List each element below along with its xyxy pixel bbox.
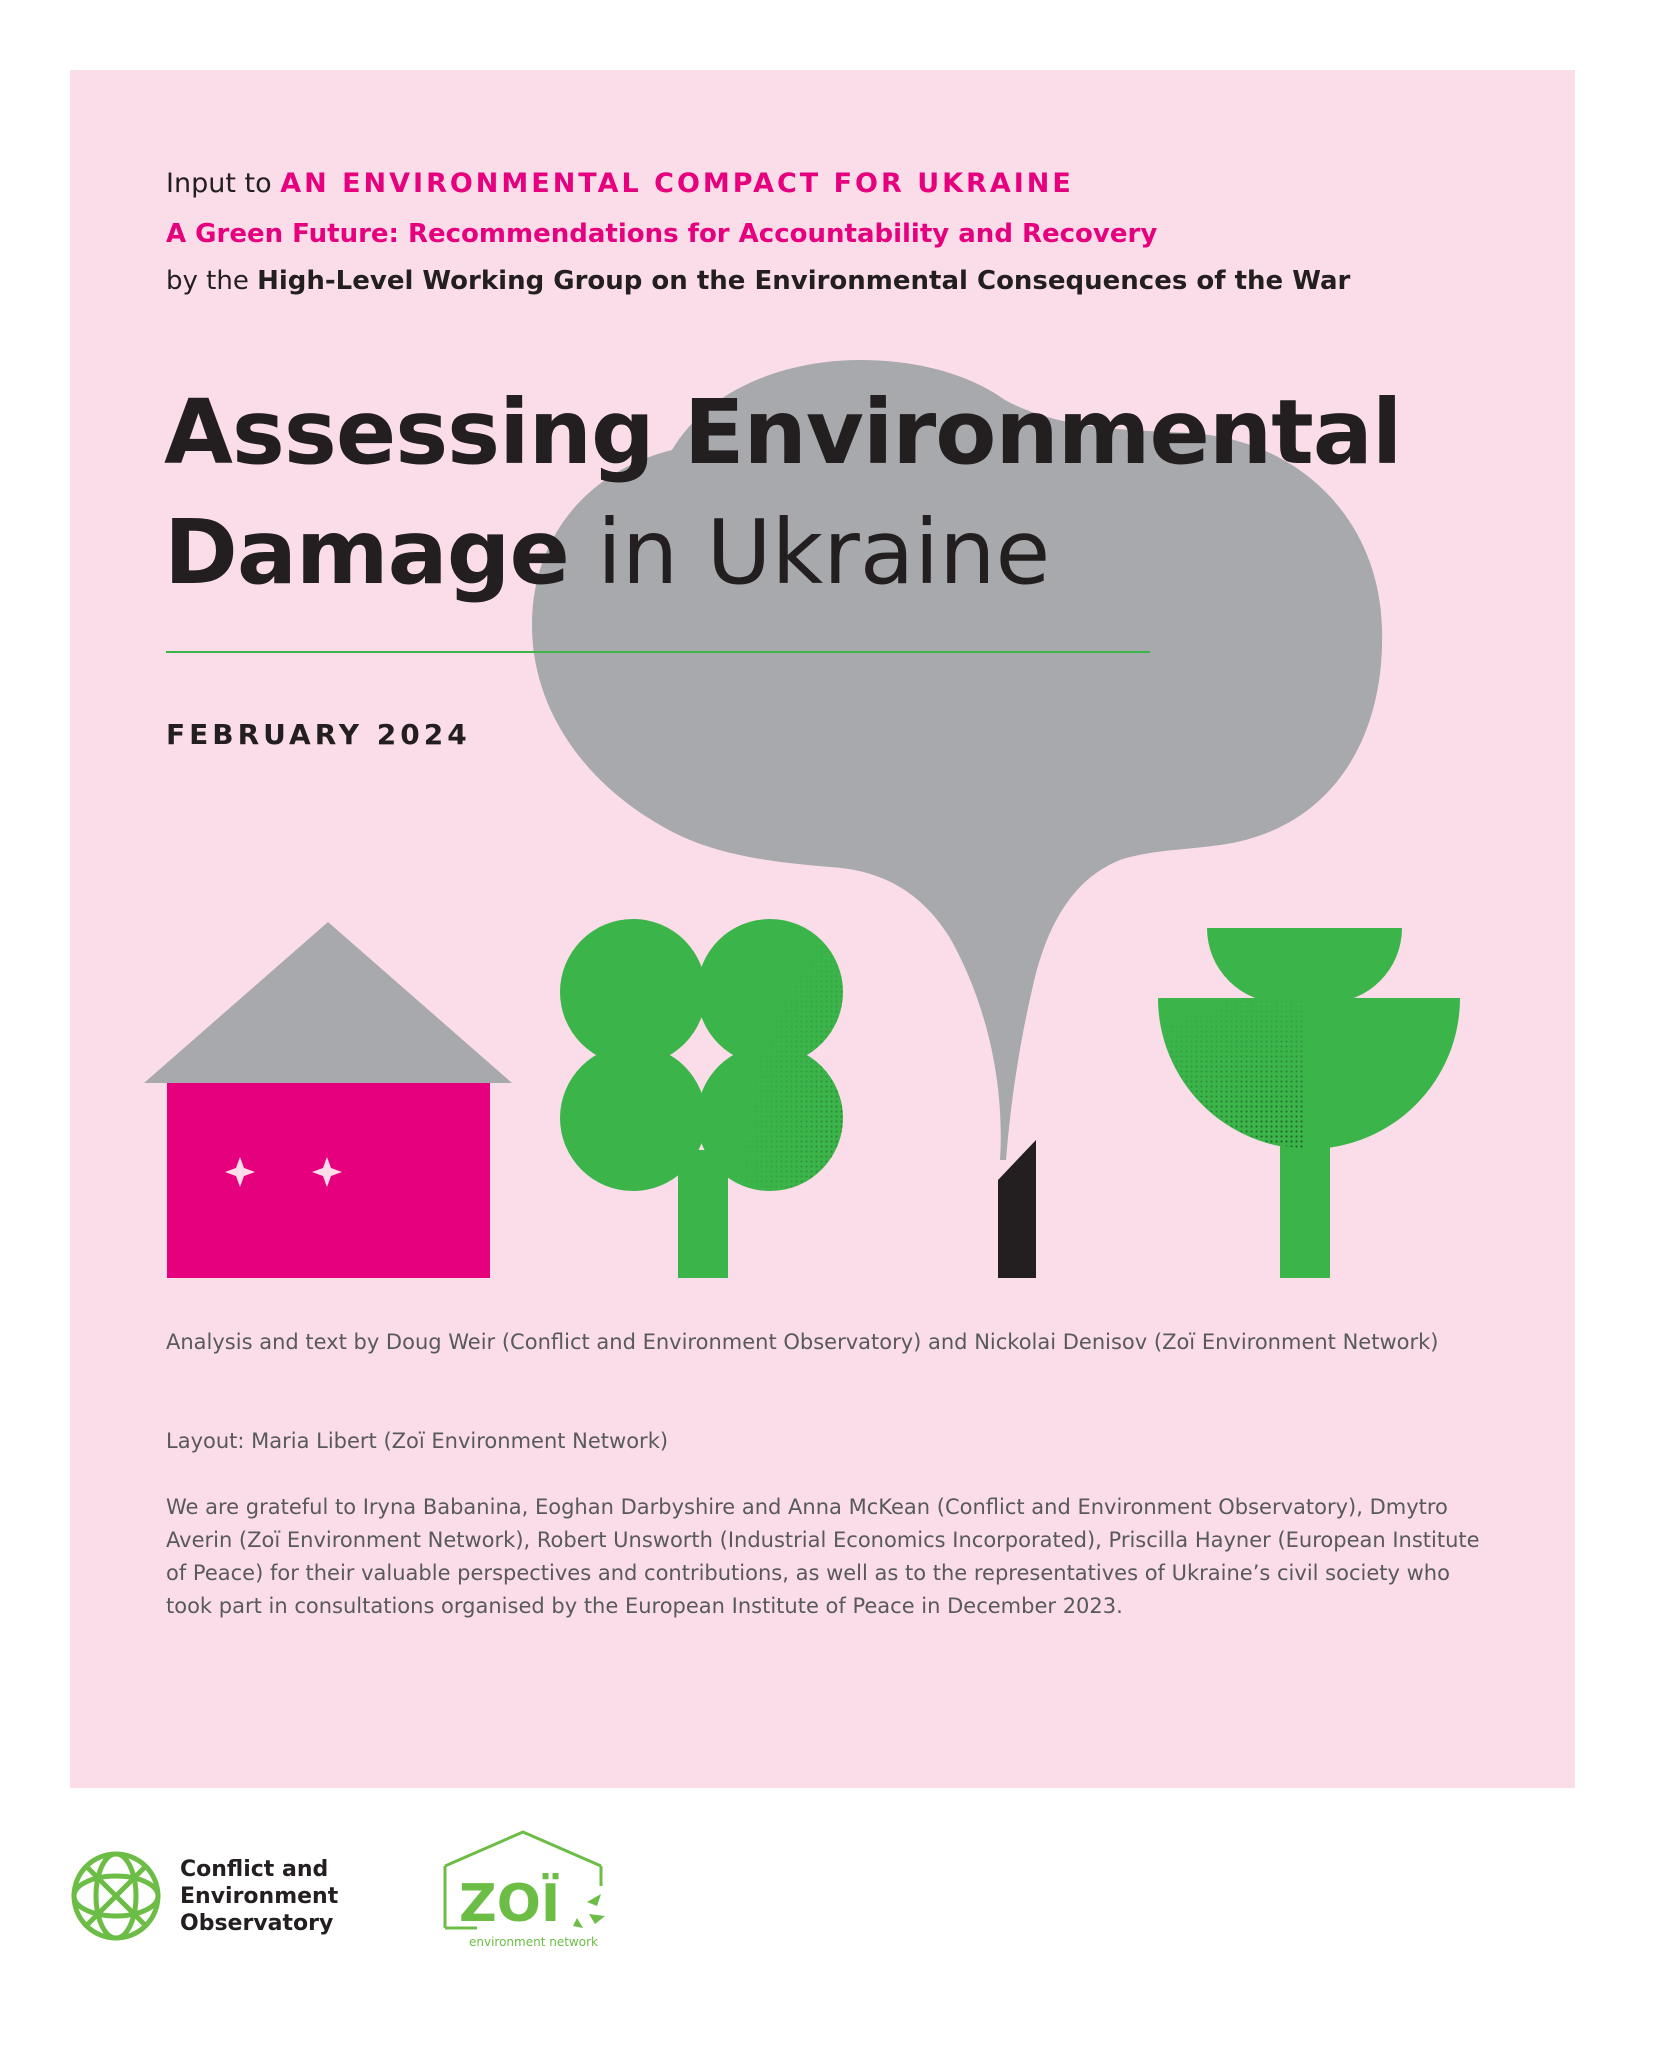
- zoi-wordmark: ZOÏ: [459, 1874, 561, 1934]
- report-title: A Green Future: Recommendations for Accountability and Recovery: [166, 219, 1158, 249]
- credits-layout: Layout: Maria Libert (Zoï Environment Network): [166, 1429, 669, 1453]
- cover-page: [70, 70, 1575, 1788]
- house-roof: [144, 922, 512, 1083]
- title-bold-word: Damage: [164, 500, 569, 604]
- ceo-logo-line: Observatory: [180, 1911, 334, 1936]
- by-line: [166, 266, 1350, 296]
- ceo-logo-text: [180, 1856, 338, 1937]
- ceo-logo-line: Conflict and: [180, 1857, 329, 1882]
- round-tree: [1158, 928, 1460, 1278]
- leaf-icon: [573, 1894, 605, 1928]
- group-name: High-Level Working Group on the Environmental Consequences of the War: [257, 266, 1351, 296]
- compact-title: AN ENVIRONMENTAL COMPACT FOR UKRAINE: [280, 168, 1074, 199]
- intro-prefix: Input to: [166, 168, 281, 199]
- by-prefix: by the: [166, 266, 258, 296]
- intro-line: [166, 168, 1074, 199]
- publication-date: FEBRUARY 2024: [166, 718, 471, 751]
- credits-analysis: Analysis and text by Doug Weir (Conflict and Environment Observatory) and Nickolai Denisov (Zoï Environment Network): [166, 1330, 1439, 1354]
- main-title-line2: [164, 502, 1050, 602]
- zoi-logo: [437, 1826, 627, 1956]
- ceo-logo-icon: [68, 1846, 168, 1946]
- chimney-stack: [998, 1140, 1036, 1278]
- credits-thanks: We are grateful to Iryna Babanina, Eoghan Darbyshire and Anna McKean (Conflict and Environment Observatory), Dmytro Averin (Zoï Environment Network), Robert Unsworth (Industrial Economics Incorporated), Priscilla Hayner (European Institute of Peace) for their valuable perspectives and contributions, as well as to the representatives of Ukraine’s civil society who took part in consultations organised by the European Institute of Peace in December 2023.: [166, 1495, 1480, 1618]
- clover-tree: [560, 919, 843, 1278]
- zoi-tagline: environment network: [469, 1935, 598, 1949]
- main-title-line1: Assessing Environmental: [164, 380, 1402, 484]
- title-light-words: in Ukraine: [568, 500, 1051, 604]
- ceo-logo-line: Environment: [180, 1884, 339, 1909]
